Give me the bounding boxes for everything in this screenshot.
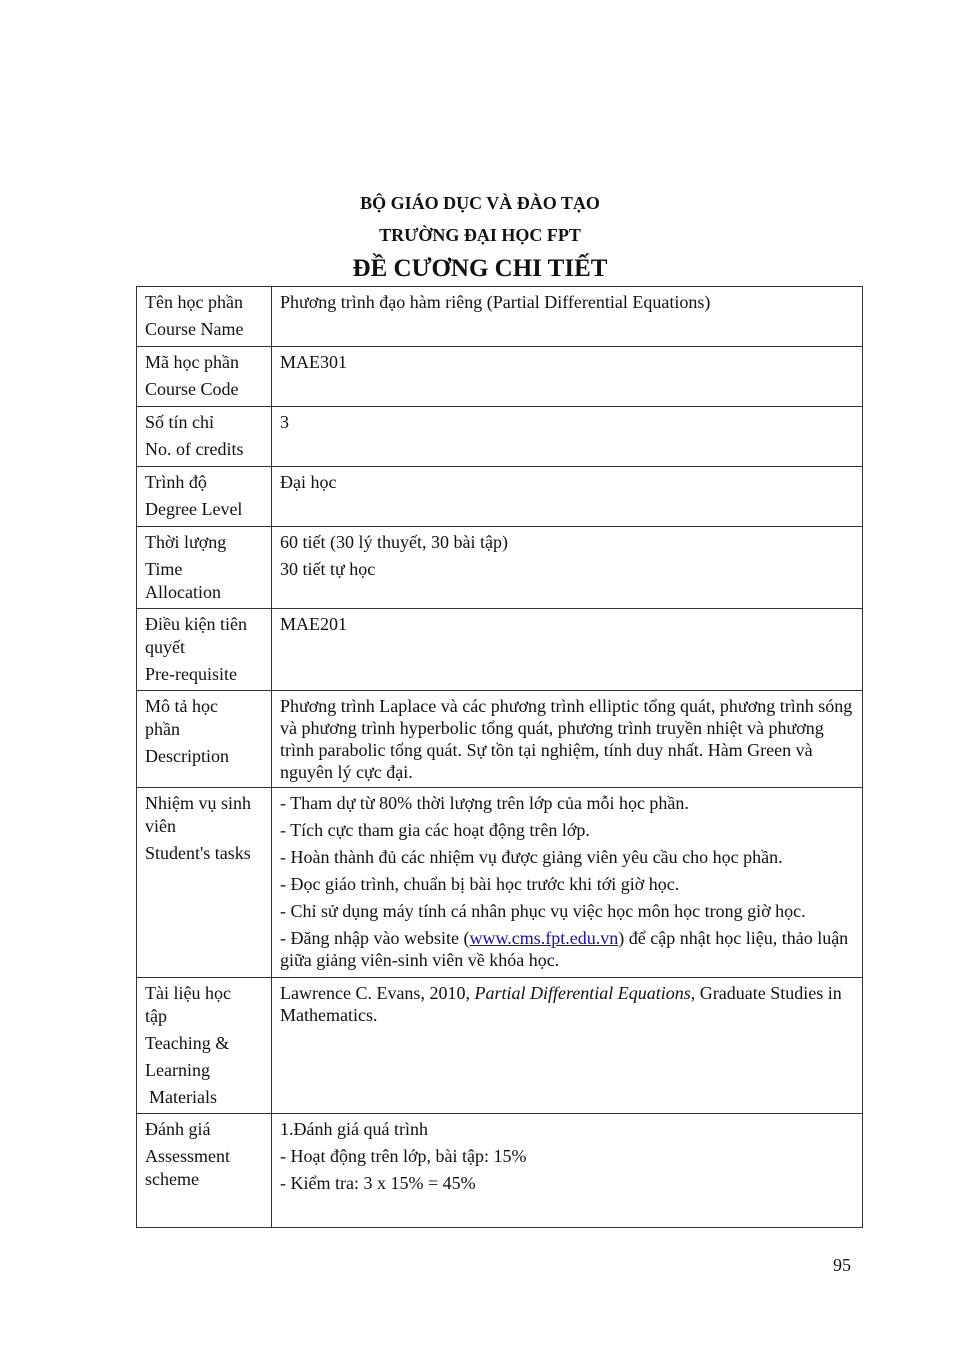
value-cell [272, 287, 863, 347]
label-en: Allocation [145, 582, 221, 602]
document-title: ĐỀ CƯƠNG CHI TIẾT [352, 255, 608, 282]
task-item: - Tích cực tham gia các hoạt động trên lớp. [280, 820, 590, 840]
course-name-value: Phương trình đạo hàm riêng (Partial Differential Equations) [280, 292, 711, 312]
label-vi: phần [145, 719, 180, 739]
prerequisite-value: MAE201 [280, 614, 347, 634]
value-cell [272, 407, 863, 467]
label-en: Description [145, 746, 229, 766]
label-vi: Mã học phần [145, 352, 239, 372]
task-item: - Chỉ sử dụng máy tính cá nhân phục vụ việc học môn học trong giờ học. [280, 901, 806, 921]
time-value-line: 60 tiết (30 lý thuyết, 30 bài tập) [280, 532, 508, 552]
syllabus-table [136, 286, 863, 1228]
row-course-name [137, 287, 863, 347]
label-en: Pre-requisite [145, 664, 237, 684]
label-cell [137, 609, 272, 691]
row-description [137, 691, 863, 788]
credits-value: 3 [280, 412, 289, 432]
degree-value: Đại học [280, 472, 337, 492]
value-cell [272, 978, 863, 1114]
assessment-item: 1.Đánh giá quá trình [280, 1119, 428, 1139]
label-cell [137, 347, 272, 407]
row-student-tasks [137, 788, 863, 978]
label-vi: Tên học phần [145, 292, 243, 312]
materials-publisher: , Graduate Studies in Mathematics. [280, 983, 842, 1025]
value-cell [272, 527, 863, 609]
label-vi: Thời lượng [145, 532, 227, 552]
task-item: - Đọc giáo trình, chuẩn bị bài học trước khi tới giờ học. [280, 874, 680, 894]
ministry-heading: BỘ GIÁO DỤC VÀ ĐÀO TẠO [360, 193, 600, 213]
label-vi: Mô tả học [145, 696, 218, 716]
university-heading: TRƯỜNG ĐẠI HỌC FPT [379, 225, 581, 245]
label-en: Student's tasks [145, 843, 251, 863]
label-vi: quyết [145, 637, 185, 657]
label-cell [137, 467, 272, 527]
task-text: - Đăng nhập vào website ( [280, 928, 470, 948]
value-cell [272, 691, 863, 788]
course-code-value: MAE301 [280, 352, 347, 372]
row-time-allocation [137, 527, 863, 609]
label-vi: Số tín chỉ [145, 412, 215, 432]
label-en: Learning [145, 1060, 210, 1080]
label-cell [137, 407, 272, 467]
row-prerequisite [137, 609, 863, 691]
row-credits [137, 407, 863, 467]
value-cell [272, 1114, 863, 1228]
row-assessment [137, 1114, 863, 1228]
label-en: Assessment [145, 1146, 230, 1166]
cms-link[interactable]: www.cms.fpt.edu.vn [469, 928, 619, 948]
label-vi: Trình độ [145, 472, 207, 492]
row-materials [137, 978, 863, 1114]
label-cell [137, 691, 272, 788]
value-cell [272, 788, 863, 978]
label-en: Course Code [145, 379, 239, 399]
label-vi: Đánh giá [145, 1119, 211, 1139]
value-cell [272, 347, 863, 407]
label-en: scheme [145, 1169, 199, 1189]
label-vi: viên [145, 816, 176, 836]
label-en: No. of credits [145, 439, 244, 459]
row-course-code [137, 347, 863, 407]
label-cell [137, 527, 272, 609]
label-en: Time [145, 559, 183, 579]
label-vi: Điều kiện tiên [145, 614, 247, 634]
task-item [280, 927, 854, 971]
label-vi: Nhiệm vụ sinh [145, 793, 251, 813]
label-vi: Tài liệu học [145, 983, 231, 1003]
description-value: Phương trình Laplace và các phương trình elliptic tổng quát, phương trình sóng và phương trình hyperbolic tổng quát, phương trình truyền nhiệt và phương trình parabolic tổng quát. Sự tồn tại nghiệm, tính duy nhất. Hàm Green và nguyên lý cực đại. [280, 696, 853, 782]
materials-book-title: Partial Differential Equations [474, 983, 691, 1003]
label-en: Teaching & [145, 1033, 230, 1053]
task-item: - Tham dự từ 80% thời lượng trên lớp của mỗi học phần. [280, 793, 689, 813]
label-cell [137, 1114, 272, 1228]
assessment-item: - Kiểm tra: 3 x 15% = 45% [280, 1173, 476, 1193]
task-text: ) để cập nhật học liệu, thảo luận giữa giảng viên-sinh viên về khóa học. [280, 928, 849, 970]
materials-author: Lawrence C. Evans, 2010, [280, 983, 475, 1003]
label-en: Course Name [145, 319, 244, 339]
row-degree [137, 467, 863, 527]
assessment-item: - Hoạt động trên lớp, bài tập: 15% [280, 1146, 527, 1166]
label-en: Materials [149, 1087, 217, 1107]
label-cell [137, 788, 272, 978]
label-vi: tập [145, 1006, 167, 1026]
label-cell [137, 287, 272, 347]
time-value-line: 30 tiết tự học [280, 559, 376, 579]
label-en: Degree Level [145, 499, 243, 519]
value-cell [272, 609, 863, 691]
task-item: - Hoàn thành đủ các nhiệm vụ được giảng viên yêu cầu cho học phần. [280, 847, 783, 867]
label-cell [137, 978, 272, 1114]
value-cell [272, 467, 863, 527]
page-number: 95 [833, 1255, 851, 1275]
